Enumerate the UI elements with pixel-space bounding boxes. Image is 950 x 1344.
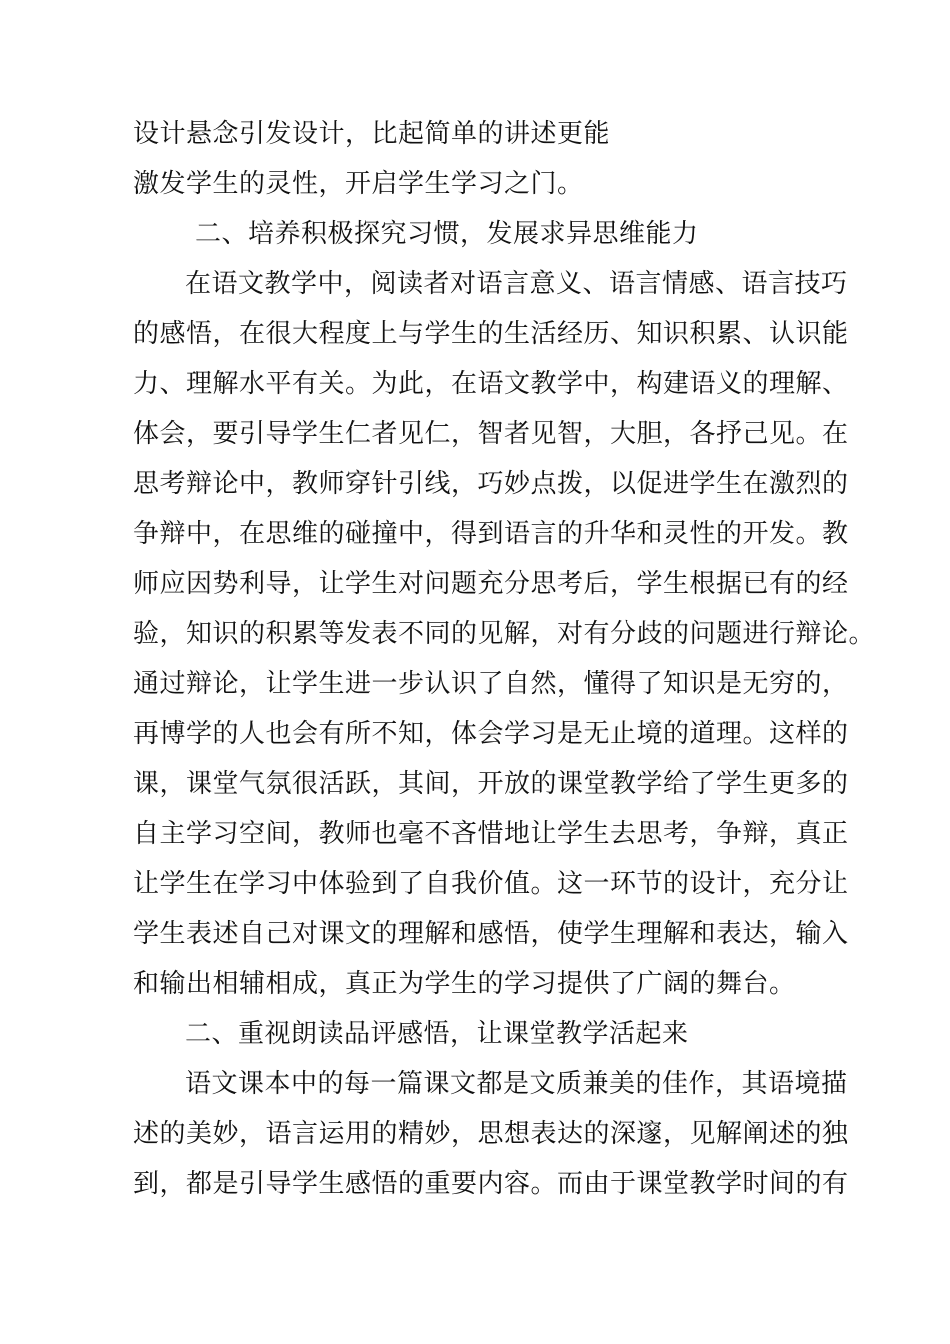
text-line: 思考辩论中，教师穿针引线，巧妙点拨，以促进学生在激烈的 xyxy=(133,469,849,499)
text-line: 再博学的人也会有所不知，体会学习是无止境的道理。这样的 xyxy=(133,719,849,749)
text-line: 激发学生的灵性，开启学生学习之门。 xyxy=(133,169,584,199)
text-line: 力、理解水平有关。为此，在语文教学中，构建语义的理解、 xyxy=(133,369,849,399)
text-line: 体会，要引导学生仁者见仁，智者见智，大胆，各抒己见。在 xyxy=(133,419,849,449)
text-line: 课，课堂气氛很活跃，其间，开放的课堂教学给了学生更多的 xyxy=(133,769,849,799)
text-line: 的感悟，在很大程度上与学生的生活经历、知识积累、认识能 xyxy=(133,319,849,349)
text-line: 语文课本中的每一篇课文都是文质兼美的佳作，其语境描 xyxy=(185,1069,848,1099)
text-line: 在语文教学中，阅读者对语言意义、语言情感、语言技巧 xyxy=(185,269,848,299)
text-line: 验，知识的积累等发表不同的见解，对有分歧的问题进行辩论。 xyxy=(133,619,876,649)
section-heading: 二、重视朗读品评感悟，让课堂教学活起来 xyxy=(185,1019,689,1049)
text-line: 让学生在学习中体验到了自我价值。这一环节的设计，充分让 xyxy=(133,869,849,899)
text-line: 通过辩论，让学生进一步认识了自然，懂得了知识是无穷的， xyxy=(133,669,849,699)
section-heading: 二、培养积极探究习惯，发展求异思维能力 xyxy=(195,219,699,249)
text-line: 和输出相辅相成，真正为学生的学习提供了广阔的舞台。 xyxy=(133,969,796,999)
text-line: 到，都是引导学生感悟的重要内容。而由于课堂教学时间的有 xyxy=(133,1169,849,1199)
text-line: 师应因势利导，让学生对问题充分思考后，学生根据已有的经 xyxy=(133,569,849,599)
text-line: 学生表述自己对课文的理解和感悟，使学生理解和表达，输入 xyxy=(133,919,849,949)
text-line: 争辩中，在思维的碰撞中，得到语言的升华和灵性的开发。教 xyxy=(133,519,849,549)
text-line: 自主学习空间，教师也毫不吝惜地让学生去思考，争辩，真正 xyxy=(133,819,849,849)
text-line: 述的美妙，语言运用的精妙，思想表达的深邃，见解阐述的独 xyxy=(133,1119,849,1149)
text-line: 设计悬念引发设计，比起简单的讲述更能 xyxy=(133,119,611,149)
